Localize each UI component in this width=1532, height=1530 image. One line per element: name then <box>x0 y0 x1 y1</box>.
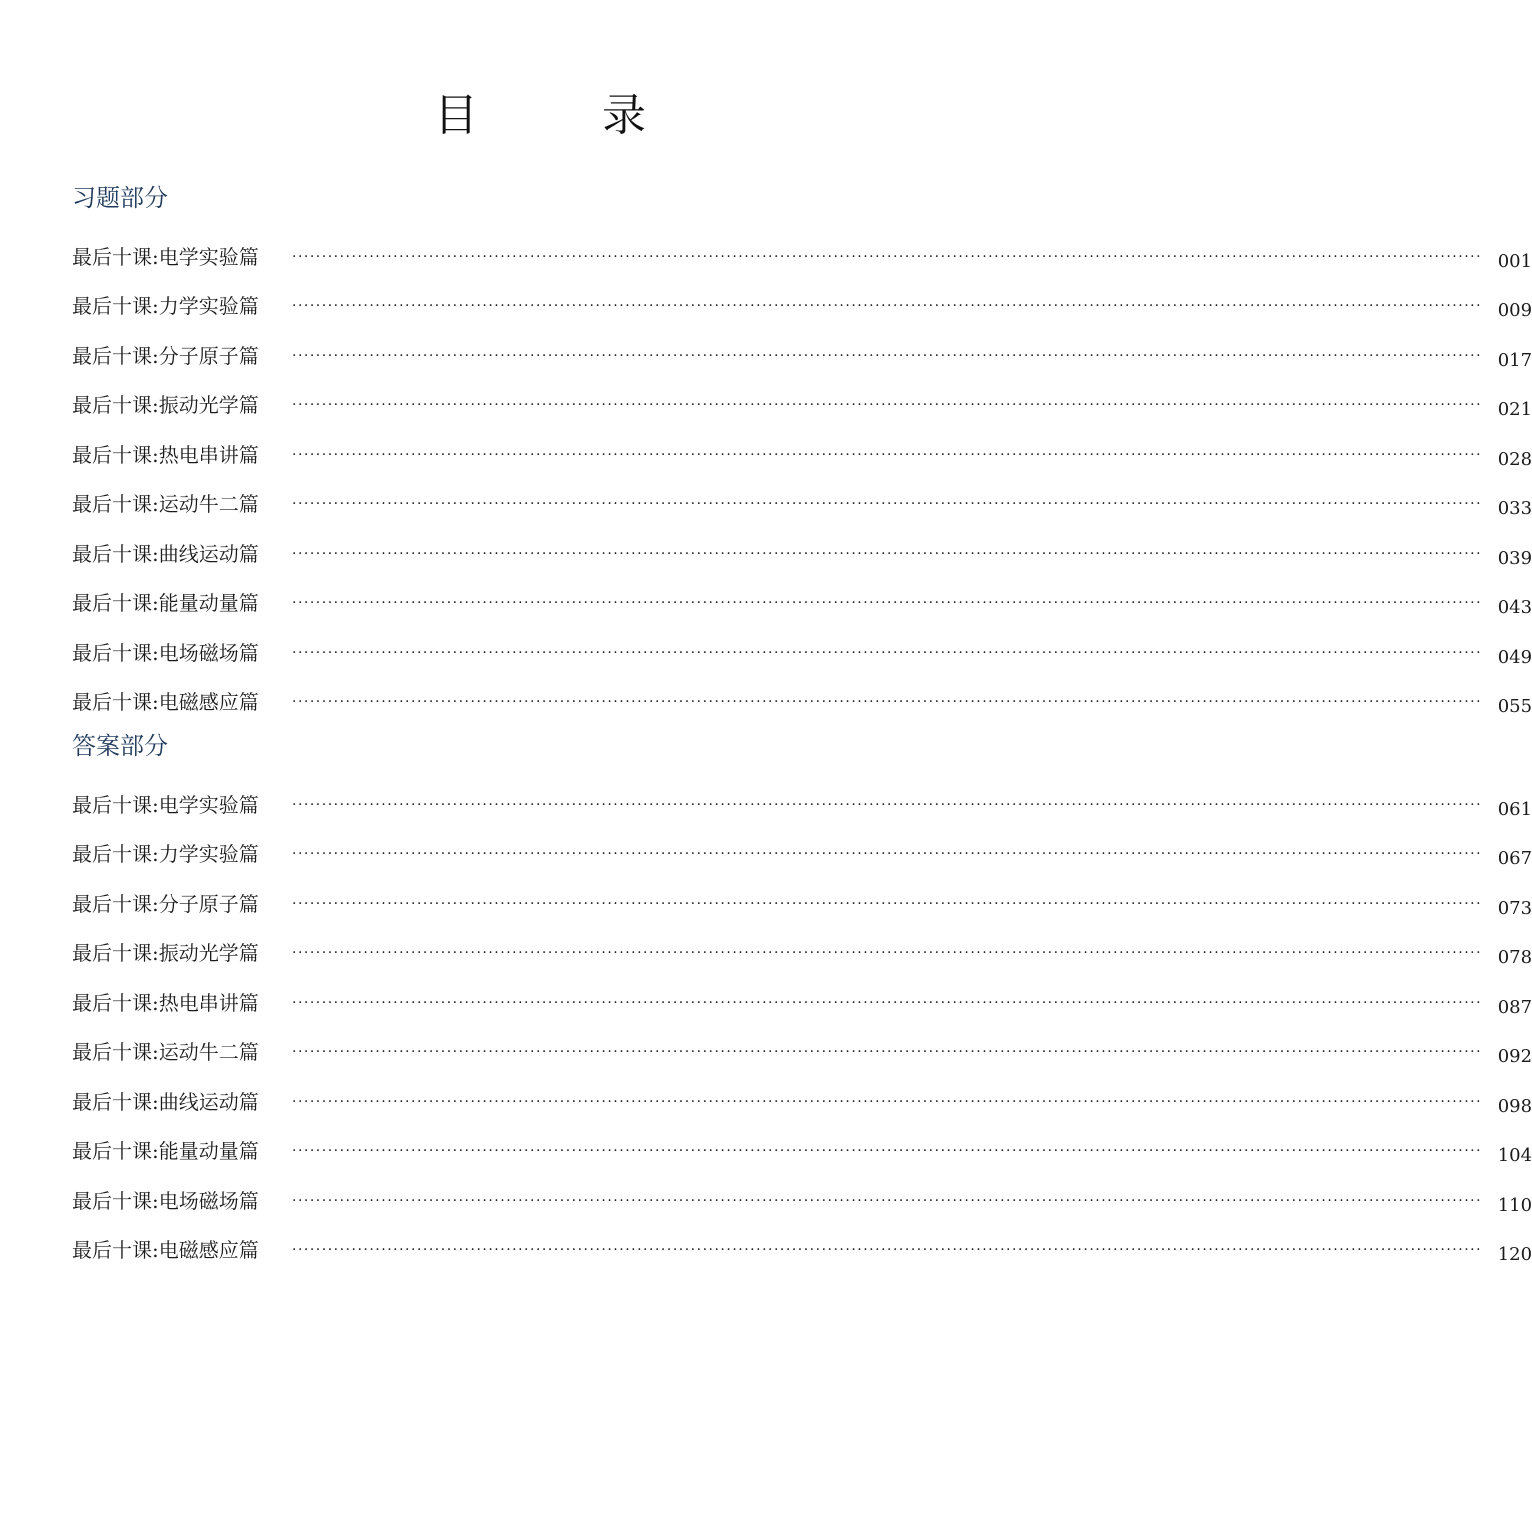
toc-entry-label: 最后十课:曲线运动篇 <box>72 1089 259 1114</box>
toc-entry-label: 最后十课:振动光学篇 <box>72 393 259 417</box>
toc-entry[interactable] <box>72 432 1532 482</box>
dot-leader: ········································································································································································································ <box>292 446 1483 463</box>
section-exercises <box>72 181 1532 729</box>
toc-entry-page-number: 061 <box>1497 798 1532 820</box>
dot-leader: ········································································································································································································ <box>292 796 1483 813</box>
toc-entry-page-number: 039 <box>1497 547 1532 569</box>
toc-entry[interactable] <box>72 1178 1532 1228</box>
toc-entry-page-number: 021 <box>1497 399 1532 420</box>
toc-entry[interactable] <box>72 581 1532 631</box>
toc-entry-page-number: 067 <box>1497 848 1532 869</box>
dot-leader: ········································································································································································································ <box>292 1242 1483 1258</box>
toc-entry[interactable] <box>72 630 1532 680</box>
toc-entry[interactable] <box>72 383 1532 433</box>
toc-entry-page-number: 098 <box>1497 1095 1532 1117</box>
toc-entry-label: 最后十课:分子原子篇 <box>72 343 259 368</box>
toc-entry-label: 最后十课:电磁感应篇 <box>72 690 259 714</box>
toc-entry[interactable] <box>72 832 1532 882</box>
dot-leader: ········································································································································································································ <box>292 298 1483 314</box>
dot-leader: ········································································································································································································ <box>292 595 1483 611</box>
dot-leader: ········································································································································································································ <box>292 1143 1483 1159</box>
dot-leader: ········································································································································································································ <box>292 994 1483 1011</box>
toc-entry[interactable] <box>72 881 1532 931</box>
toc-entry-label: 最后十课:运动牛二篇 <box>72 1040 259 1064</box>
dot-leader: ········································································································································································································ <box>292 545 1483 562</box>
toc-entry-label: 最后十课:能量动量篇 <box>72 1139 259 1163</box>
toc-entry-label: 最后十课:能量动量篇 <box>72 591 259 615</box>
toc-entry-page-number: 110 <box>1497 1194 1532 1216</box>
dot-leader: ········································································································································································································ <box>292 248 1483 265</box>
dot-leader: ········································································································································································································ <box>292 347 1483 364</box>
dot-leader: ········································································································································································································ <box>292 1093 1483 1110</box>
toc-list <box>72 782 1532 1277</box>
toc-entry[interactable] <box>72 931 1532 981</box>
toc-entry-page-number: 120 <box>1497 1244 1532 1265</box>
toc-entry[interactable] <box>72 980 1532 1030</box>
section-heading: 习题部分 <box>72 184 168 212</box>
toc-entry[interactable] <box>72 1129 1532 1179</box>
toc-entry-label: 最后十课:运动牛二篇 <box>72 492 259 516</box>
toc-entry-label: 最后十课:曲线运动篇 <box>72 541 259 566</box>
toc-entry-page-number: 078 <box>1497 947 1532 968</box>
toc-entry-label: 最后十课:电学实验篇 <box>72 792 259 817</box>
toc-entry[interactable] <box>72 333 1532 383</box>
toc-entry-page-number: 055 <box>1497 696 1532 717</box>
dot-leader: ········································································································································································································ <box>292 397 1483 413</box>
toc-entry-page-number: 001 <box>1497 250 1532 272</box>
toc-entry-page-number: 073 <box>1497 897 1532 919</box>
toc-entry-label: 最后十课:分子原子篇 <box>72 891 259 916</box>
toc-entry-page-number: 049 <box>1497 646 1532 668</box>
toc-entry[interactable] <box>72 782 1532 832</box>
section-heading: 答案部分 <box>72 732 168 760</box>
dot-leader: ········································································································································································································ <box>292 1192 1483 1209</box>
toc-entry[interactable] <box>72 1228 1532 1278</box>
dot-leader: ········································································································································································································ <box>292 895 1483 912</box>
toc-entry-page-number: 028 <box>1497 448 1532 470</box>
dot-leader: ········································································································································································································ <box>292 644 1483 661</box>
toc-entry-page-number: 092 <box>1497 1046 1532 1067</box>
toc-entry[interactable] <box>72 1030 1532 1080</box>
toc-entry[interactable] <box>72 680 1532 730</box>
toc-list <box>72 234 1532 729</box>
toc-entry[interactable] <box>72 482 1532 532</box>
toc-entry[interactable] <box>72 284 1532 334</box>
dot-leader: ········································································································································································································ <box>292 1044 1483 1060</box>
toc-entry-label: 最后十课:力学实验篇 <box>72 294 259 318</box>
dot-leader: ········································································································································································································ <box>292 945 1483 961</box>
page-title: 目 录 <box>434 90 686 141</box>
dot-leader: ········································································································································································································ <box>292 496 1483 512</box>
toc-entry-page-number: 104 <box>1497 1145 1532 1166</box>
toc-entry-page-number: 009 <box>1497 300 1532 321</box>
dot-leader: ········································································································································································································ <box>292 846 1483 862</box>
toc-entry[interactable] <box>72 234 1532 284</box>
toc-entry-page-number: 033 <box>1497 498 1532 519</box>
toc-entry-page-number: 087 <box>1497 996 1532 1018</box>
toc-entry-page-number: 043 <box>1497 597 1532 618</box>
section-answers <box>72 729 1532 1277</box>
toc-entry[interactable] <box>72 1079 1532 1129</box>
toc-entry-label: 最后十课:振动光学篇 <box>72 941 259 965</box>
toc-entry-label: 最后十课:电学实验篇 <box>72 244 259 269</box>
toc-entry-label: 最后十课:力学实验篇 <box>72 842 259 866</box>
toc-entry-label: 最后十课:电磁感应篇 <box>72 1238 259 1262</box>
toc-entry-label: 最后十课:热电串讲篇 <box>72 990 259 1015</box>
toc-entry[interactable] <box>72 531 1532 581</box>
toc-entry-page-number: 017 <box>1497 349 1532 371</box>
dot-leader: ········································································································································································································ <box>292 694 1483 710</box>
toc-entry-label: 最后十课:电场磁场篇 <box>72 640 259 665</box>
toc-entry-label: 最后十课:电场磁场篇 <box>72 1188 259 1213</box>
toc-entry-label: 最后十课:热电串讲篇 <box>72 442 259 467</box>
